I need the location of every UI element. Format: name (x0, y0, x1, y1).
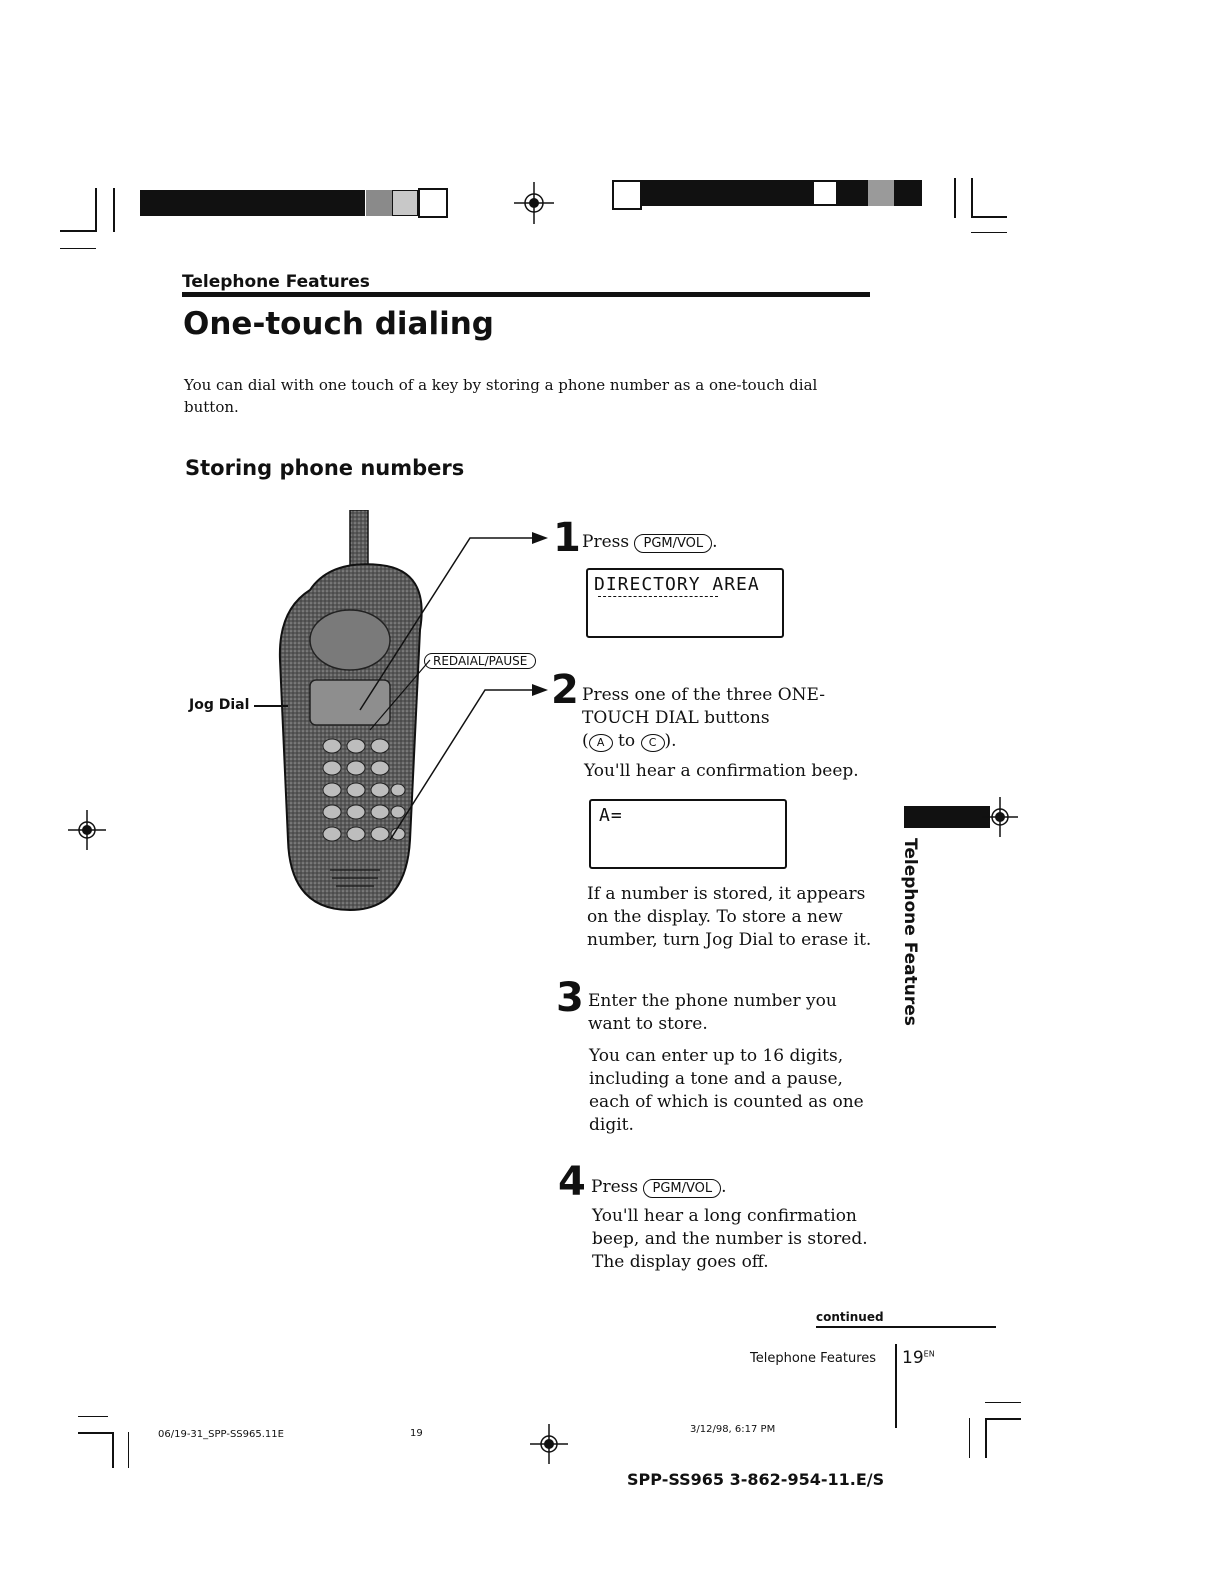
step-4-prefix: Press (591, 1177, 639, 1197)
step-1-suffix: . (712, 532, 718, 552)
one-touch-c-key: C (641, 734, 665, 752)
pgm-vol-key: PGM/VOL (634, 534, 712, 553)
step-2-note: You'll hear a confirmation beep. (584, 761, 859, 781)
section-rule (182, 292, 870, 297)
section-label: Telephone Features (182, 272, 370, 292)
step-2-instruction: Press one of the three ONE-TOUCH DIAL buttons (582, 685, 826, 728)
lcd-text-step-1: DIRECTORY AREA (594, 574, 760, 595)
step-1-prefix: Press (582, 532, 630, 552)
lcd-text-step-2: A= (599, 805, 623, 826)
step-2-extra: If a number is stored, it appears on the display. To store a new number, turn Jog Dial to erase it. (587, 884, 872, 950)
registration-target-icon (514, 182, 554, 224)
page-number-suffix: EN (923, 1349, 935, 1359)
continued-rule (816, 1326, 996, 1328)
subsection-title: Storing phone numbers (185, 456, 465, 480)
continued-label: continued (816, 1310, 884, 1324)
pgm-vol-key-step-4: PGM/VOL (643, 1179, 721, 1198)
step-4-text (591, 1176, 727, 1199)
lcd-blink-marks (598, 596, 718, 601)
step-3-number: 3 (556, 975, 584, 1021)
step-2-keys: ( A to C ). (582, 731, 677, 751)
redial-pause-key: REDAIAL/PAUSE (424, 653, 536, 669)
one-touch-a-key: A (589, 734, 613, 752)
step-3-text: Enter the phone number you want to store. (588, 991, 837, 1034)
side-tab-label: Telephone Features (900, 838, 920, 1026)
footer-section: Telephone Features (750, 1351, 877, 1366)
page-number (902, 1348, 935, 1368)
step-2-to: to (618, 731, 636, 751)
jog-dial-leader (254, 705, 288, 707)
step-1-text (582, 531, 718, 554)
footer-file-page: 19 (410, 1428, 423, 1439)
step-4-number: 4 (558, 1159, 586, 1205)
intro-paragraph: You can dial with one touch of a key by storing a phone number as a one-touch dial button. (184, 376, 818, 416)
footer-file: 06/19-31_SPP-SS965.11E (158, 1429, 284, 1440)
page-title: One-touch dialing (183, 306, 494, 342)
step-2-number: 2 (551, 667, 579, 713)
registration-target-icon-bottom (530, 1424, 568, 1464)
registration-target-icon-left (68, 810, 106, 850)
model-number: SPP-SS965 3-862-954-11.E/S (627, 1470, 885, 1489)
step-4-note: You'll hear a long confirmation beep, and the number is stored. The display goes off. (592, 1206, 868, 1272)
lcd-display-step-2 (589, 799, 787, 869)
cordless-phone-illustration (270, 510, 560, 920)
footer-timestamp: 3/12/98, 6:17 PM (690, 1424, 776, 1435)
step-3-note: You can enter up to 16 digits, including a tone and a pause, each of which is counted as one digit. (589, 1046, 864, 1135)
step-4-suffix: . (721, 1177, 727, 1197)
page-number-value: 19 (902, 1348, 924, 1368)
footer-divider (895, 1344, 897, 1428)
registration-target-icon-right (982, 797, 1018, 837)
step-2-text (582, 684, 862, 753)
side-tab-block (904, 806, 990, 828)
lcd-display-step-1 (586, 568, 784, 638)
jog-dial-label: Jog Dial (189, 697, 250, 713)
step-1-number: 1 (553, 515, 581, 561)
